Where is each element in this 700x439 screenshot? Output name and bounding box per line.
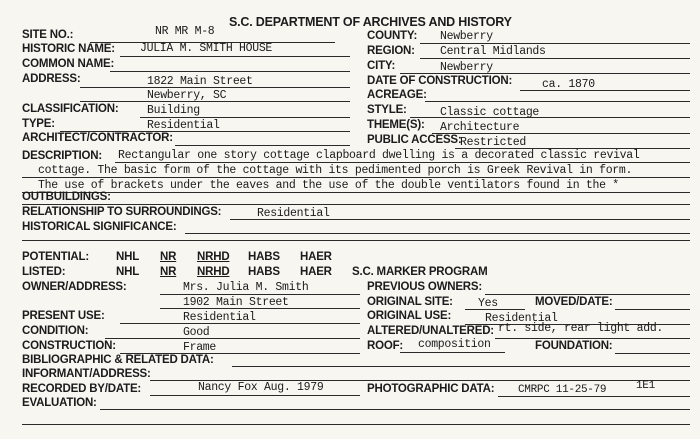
acreage-label: ACREAGE: [367,89,427,101]
moved-date-label: MOVED/DATE: [535,296,613,308]
classification-label: CLASSIFICATION: [22,103,119,115]
potential-nr: NR [160,251,177,263]
theme-value: Architecture [440,121,520,134]
potential-nrhd: NRHD [197,251,230,263]
present-use-value: Residential [183,311,256,324]
address-line-1-rule [80,87,350,88]
original-use-label: ORIGINAL USE: [367,310,452,322]
roof-label: ROOF: [367,340,404,352]
region-value: Central Midlands [440,45,546,58]
evaluation-line [100,409,690,410]
listed-label: LISTED: [22,266,66,278]
owner-address: 1902 Main Street [183,296,289,309]
county-label: COUNTY: [367,30,418,42]
architect-line [175,145,350,146]
evaluation-label: EVALUATION: [22,397,97,409]
potential-habs: HABS [248,251,280,263]
public-access-label: PUBLIC ACCESS: [367,134,462,146]
construction-label: CONSTRUCTION: [22,340,116,352]
style-label: STYLE: [367,104,407,116]
listed-haer: HAER [300,266,332,278]
photographic-data-label: PHOTOGRAPHIC DATA: [367,383,495,395]
owner-name-line [160,294,360,295]
foundation-line [615,353,690,354]
description-line-3: The use of brackets under the eaves and the use of the double ventilators found in the * [38,179,619,192]
address-line-1: 1822 Main Street [147,75,253,88]
address-line-2: Newberry, SC [147,89,227,102]
relationship-label: RELATIONSHIP TO SURROUNDINGS: [22,206,222,218]
city-line [400,73,690,74]
condition-line [105,338,360,339]
construction-date-line [520,90,690,91]
potential-haer: HAER [300,251,332,263]
photographic-data-code: 1E1 [636,380,655,392]
listed-habs: HABS [248,266,280,278]
construction-date-value: ca. 1870 [542,78,595,91]
county-line [420,43,690,44]
acreage-line [425,101,690,102]
evaluation-line-2 [22,424,690,425]
historic-name-value: JULIA M. SMITH HOUSE [140,42,273,55]
historic-name-label: HISTORIC NAME: [22,43,115,55]
city-value: Newberry [440,61,493,74]
region-line [420,58,690,59]
significance-line [185,233,690,234]
description-rule-2 [22,177,690,178]
previous-owners-label: PREVIOUS OWNERS: [367,281,483,293]
roof-value: composition [418,338,491,351]
construction-date-label: DATE OF CONSTRUCTION: [367,75,513,87]
common-name-label: COMMON NAME: [22,58,115,70]
description-line-2: cottage. The basic form of the cottage with its pedimented porch is Greek Revival in form. [38,164,633,177]
address-line-2-rule [80,101,350,102]
listed-nhl: NHL [116,266,140,278]
type-value: Residential [147,119,220,132]
foundation-label: FOUNDATION: [535,340,613,352]
original-site-line [465,309,525,310]
altered-value: rt. side, rear light add. [498,322,664,335]
description-rule-1 [115,162,690,163]
relationship-value: Residential [257,207,330,220]
address-label: ADDRESS: [22,73,81,85]
classification-value: Building [147,104,200,117]
photographic-data-value: CMRPC 11-25-79 [518,384,607,396]
bibliographic-line [232,366,690,367]
theme-label: THEME(S): [367,119,425,131]
photographic-data-line [498,396,690,397]
historic-name-line [120,56,350,57]
moved-date-line [615,309,690,310]
condition-value: Good [183,326,210,339]
public-access-value: Restricted [460,136,527,149]
region-label: REGION: [367,45,415,57]
roof-line [400,352,505,353]
previous-owners-line [485,294,690,295]
significance-label: HISTORICAL SIGNIFICANCE: [22,221,177,233]
description-line-1: Rectangular one story cottage clapboard dwelling is a decorated classic revival [118,149,640,162]
potential-label: POTENTIAL: [22,251,89,263]
construction-value: Frame [183,341,217,354]
present-use-line [120,323,360,324]
common-name-line [110,71,350,72]
outbuildings-line [22,204,690,205]
recorded-by-line [150,395,360,396]
style-line [410,117,690,118]
original-site-label: ORIGINAL SITE: [367,296,453,308]
potential-nhl: NHL [116,251,140,263]
owner-label: OWNER/ADDRESS: [22,281,127,293]
owner-address-line [160,308,360,309]
bibliographic-label: BIBLIOGRAPHIC & RELATED DATA: [22,354,214,366]
theme-line [432,133,690,134]
altered-line [495,338,690,339]
condition-label: CONDITION: [22,325,89,337]
description-label: DESCRIPTION: [22,150,103,162]
relationship-line [230,219,690,220]
marker-program-title: S.C. MARKER PROGRAM [352,266,488,278]
altered-label: ALTERED/UNALTERED: [367,325,494,337]
type-label: TYPE: [22,118,55,130]
listed-nrhd: NRHD [197,266,230,278]
present-use-label: PRESENT USE: [22,310,105,322]
site-no-label: SITE NO.: [22,29,74,41]
recorded-by-label: RECORDED BY/DATE: [22,383,142,395]
description-rule-3 [22,192,690,193]
style-value: Classic cottage [440,106,540,119]
original-use-value: Residential [485,312,558,325]
recorded-by-value: Nancy Fox Aug. 1979 [198,381,324,394]
outbuildings-label: OUTBUILDINGS: [22,191,111,203]
site-no-value: NR MR M-8 [155,25,215,38]
classification-line [140,117,350,118]
department-title: S.C. DEPARTMENT OF ARCHIVES AND HISTORY [229,15,512,29]
significance-line-2 [22,240,690,241]
original-site-value: Yes [478,297,498,310]
owner-name: Mrs. Julia M. Smith [183,281,309,294]
informant-label: INFORMANT/ADDRESS: [22,368,151,380]
city-label: CITY: [367,60,396,72]
county-value: Newberry [440,30,493,43]
architect-label: ARCHITECT/CONTRACTOR: [22,132,173,144]
listed-nr: NR [160,266,177,278]
